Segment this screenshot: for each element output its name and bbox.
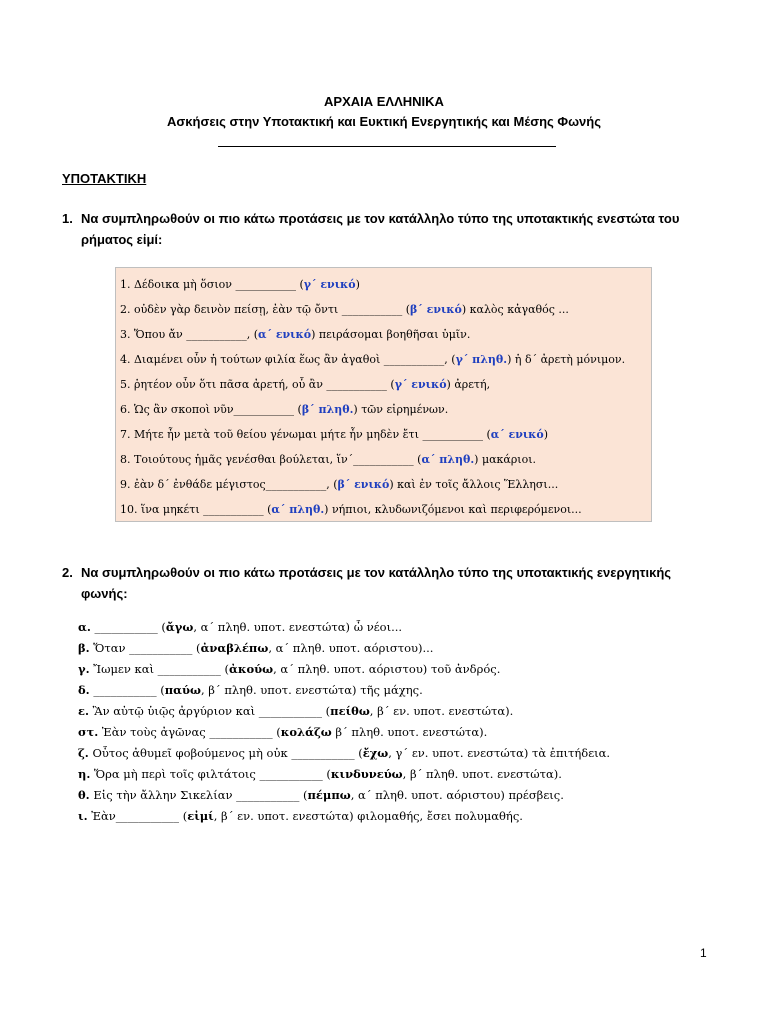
exercise1-item: 3. Ὅπου ἄν ___________, (α΄ ενικό) πειράσομαι βοηθῆσαι ὑμῖν. [120, 328, 471, 341]
exercise2-item: ζ. Οὗτος ἀθυμεῖ φοβούμενος μὴ οὐκ ___________ (ἔχω, γ΄ εν. υποτ. ενεστώτα) τὰ ἐπιτήδεια. [78, 746, 611, 760]
exercise1-item: 10. ἵνα μηκέτι ___________ (α΄ πληθ.) νήπιοι, κλυδωνιζόμενοι καὶ περιφερόμενοι... [120, 503, 582, 516]
exercise1-item: 2. οὐδὲν γὰρ δεινὸν πείσῃ, ἐὰν τῷ ὄντι ___________ (β΄ ενικό) καλὸς κἀγαθός ... [120, 303, 569, 316]
exercise2-item: α. ___________ (ἄγω, α΄ πληθ. υποτ. ενεστώτα) ὦ νέοι... [78, 620, 403, 634]
exercise1-item: 6. Ὡς ἂν σκοποὶ νῦν___________ (β΄ πληθ.) τῶν εἰρημένων. [120, 403, 449, 416]
exercise1-text: Να συμπληρωθούν οι πιο κάτω προτάσεις με τον κατάλληλο τύπο της υποτακτικής ενεστώτα του ρήματος εἰμί: [81, 211, 680, 247]
exercise2-text: Να συμπληρωθούν οι πιο κάτω προτάσεις με τον κατάλληλο τύπο της υποτακτικής ενεργητικής φωνής: [81, 565, 672, 601]
exercise2-item: δ. ___________ (παύω, β΄ πληθ. υποτ. ενεστώτα) τῆς μάχης. [78, 683, 423, 697]
page-number: 1 [700, 946, 707, 960]
exercise2-number: 2. [62, 565, 73, 580]
section-heading: ΥΠΟΤΑΚΤΙΚΗ [62, 171, 147, 186]
exercise2-item: ι. Ἐὰν___________ (εἰμί, β΄ εν. υποτ. ενεστώτα) φιλομαθής, ἔσει πολυμαθής. [78, 809, 523, 823]
exercise1-prompt [62, 208, 702, 250]
exercise2-item: θ. Εἰς τὴν ἄλλην Σικελίαν ___________ (πέμπω, α΄ πληθ. υποτ. αόριστου) πρέσβεις. [78, 788, 564, 802]
exercise2-item: ε. Ἂν αὐτῷ ὑιῷς ἀργύριον καὶ ___________ (πείθω, β΄ εν. υποτ. ενεστώτα). [78, 704, 514, 718]
exercise2-item: β. Ὅταν ___________ (ἀναβλέπω, α΄ πληθ. υποτ. αόριστου)... [78, 641, 434, 655]
exercise1-item: 9. ἐὰν δ΄ ἐνθάδε μέγιστος___________, (β΄ ενικό) καὶ ἐν τοῖς ἄλλοις Ἕλλησι... [120, 478, 559, 491]
document-title: ΑΡΧΑΙΑ ΕΛΛΗΝΙΚΑ [324, 94, 444, 109]
exercise1-item: 4. Διαμένει οὖν ἡ τούτων φιλία ἕως ἂν ἀγαθοὶ ___________, (γ΄ πληθ.) ἡ δ΄ ἀρετὴ μόνιμον. [120, 353, 626, 366]
document-subtitle: Ασκήσεις στην Υποτακτική και Ευκτική Ενεργητικής και Μέσης Φωνής [166, 114, 601, 129]
exercise1-item: 7. Μήτε ἦν μετὰ τοῦ θείου γένωμαι μήτε ἦν μηδὲν ἔτι ___________ (α΄ ενικό) [120, 428, 549, 441]
exercise1-box [115, 267, 652, 522]
exercise2-item: η. Ὅρα μὴ περὶ τοῖς φιλτάτοις ___________ (κινδυνεύω, β΄ πληθ. υποτ. ενεστώτα). [78, 767, 562, 781]
exercise1-item: 1. Δέδοικα μὴ ὅσιον ___________ (γ΄ ενικό) [120, 278, 360, 291]
exercise1-item: 5. ῥητέον οὖν ὅτι πᾶσα ἀρετή, οὗ ἂν ___________ (γ΄ ενικό) ἀρετή, [120, 378, 491, 391]
exercise1-number: 1. [62, 211, 73, 226]
exercise2-prompt [62, 562, 702, 604]
title-underline [218, 146, 556, 147]
exercise1-item: 8. Τοιούτους ἡμᾶς γενέσθαι βούλεται, ἵν΄___________ (α΄ πληθ.) μακάριοι. [120, 453, 537, 466]
exercise2-item: γ. Ἴωμεν καὶ ___________ (ἀκούω, α΄ πληθ. υποτ. αόριστου) τοῦ ἀνδρός. [78, 662, 501, 676]
exercise2-item: στ. Ἐὰν τοὺς ἀγῶνας ___________ (κολάζω β΄ πληθ. υποτ. ενεστώτα). [78, 725, 488, 739]
